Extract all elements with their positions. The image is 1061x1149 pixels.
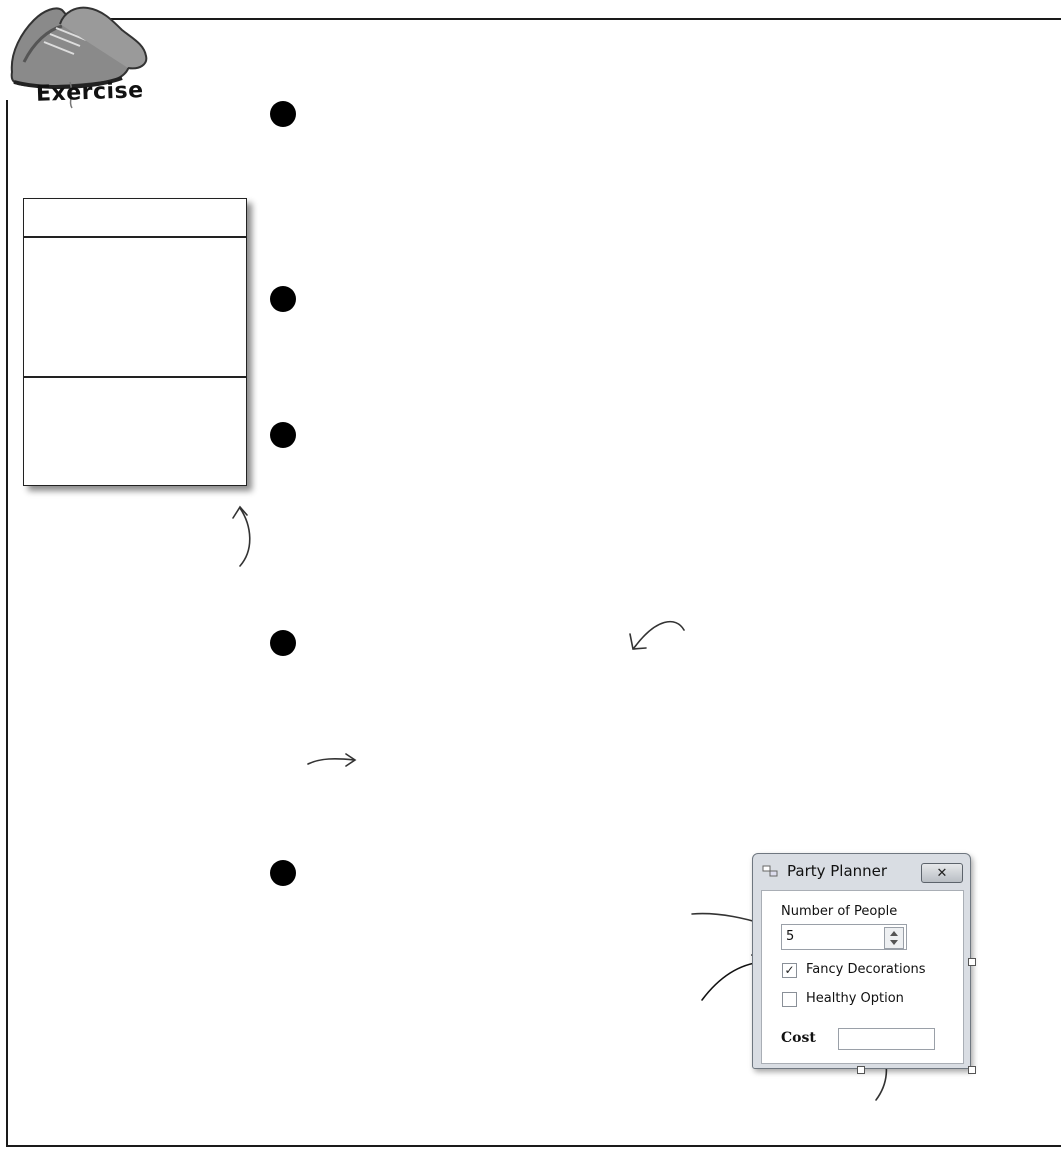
step-3-bullet — [270, 422, 296, 448]
resize-handle-corner[interactable] — [968, 1066, 976, 1074]
class-name-divider — [24, 236, 246, 238]
exercise-heading: Exercise — [35, 78, 144, 107]
hand-arrow-curl-icon — [620, 612, 690, 656]
spin-up-icon[interactable] — [890, 931, 898, 936]
step-4-bullet — [270, 630, 296, 656]
number-of-people-label: Number of People — [781, 904, 898, 919]
hand-arrow-right-icon — [300, 748, 362, 772]
hand-arrow-up-icon — [228, 500, 264, 570]
close-button[interactable] — [921, 863, 963, 883]
resize-handle-right[interactable] — [968, 958, 976, 966]
fancy-decorations-label: Fancy Decorations — [806, 962, 926, 977]
step-5-bullet — [270, 860, 296, 886]
window-title-bar[interactable] — [753, 854, 970, 886]
number-of-people-stepper[interactable] — [781, 924, 907, 950]
app-window-icon — [762, 864, 778, 878]
bottom-rule — [6, 1145, 1061, 1147]
top-rule — [106, 18, 1061, 20]
left-rule — [6, 100, 8, 1146]
step-1-bullet — [270, 101, 296, 127]
spin-down-icon[interactable] — [890, 940, 898, 945]
cost-display — [838, 1028, 935, 1050]
close-icon: ✕ — [936, 865, 948, 881]
fancy-decorations-checkbox[interactable] — [782, 963, 797, 978]
check-icon: ✓ — [784, 963, 795, 977]
window-title: Party Planner — [787, 862, 888, 880]
class-diagram-box — [23, 198, 247, 486]
healthy-option-checkbox[interactable] — [782, 992, 797, 1007]
window-client-area — [761, 890, 964, 1064]
step-2-bullet — [270, 286, 296, 312]
cost-label: Cost — [781, 1030, 816, 1046]
resize-handle-bottom[interactable] — [857, 1066, 865, 1074]
number-of-people-value: 5 — [786, 929, 795, 944]
class-fields-divider — [24, 376, 246, 378]
party-planner-window — [752, 853, 971, 1069]
spin-buttons[interactable] — [884, 927, 904, 949]
healthy-option-label: Healthy Option — [806, 991, 904, 1006]
